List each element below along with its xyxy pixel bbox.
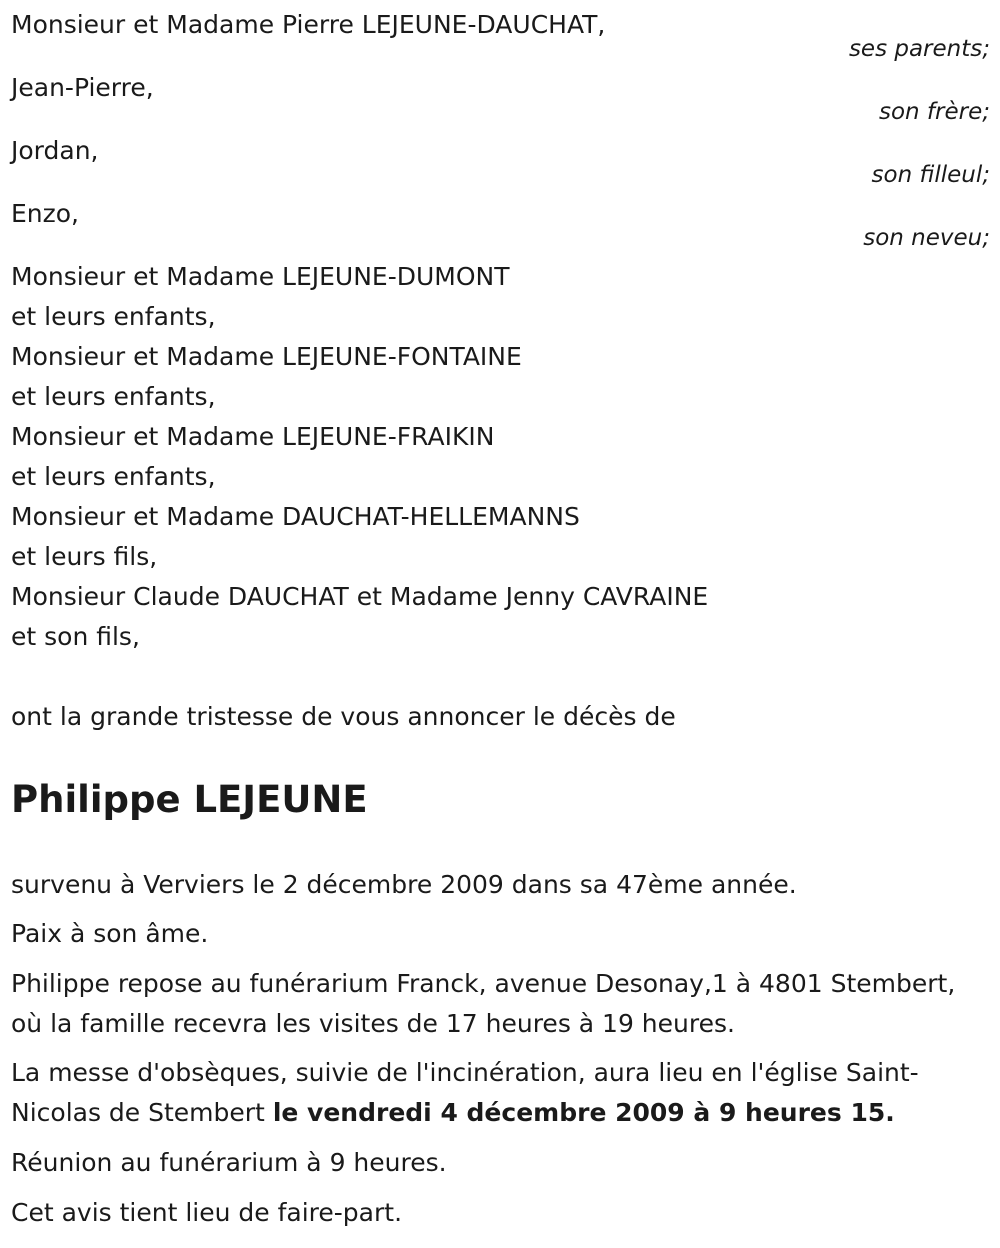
funerarium-text: Philippe repose au funérarium Franck, avenue Desonay,1 à 4801 Stembert, où la famille recevra les visites de 17 heures à 19 heures. [11,969,956,1038]
relative-line: Monsieur et Madame LEJEUNE-FONTAINE [11,342,522,371]
relative-line: Monsieur et Madame DAUCHAT-HELLEMANNS [11,502,580,531]
family-relation-brother: son frère; [878,99,990,125]
notice-text: Cet avis tient lieu de faire-part. [11,1198,403,1227]
relative-line: et leurs enfants, [11,462,216,491]
relative-line: et leurs fils, [11,542,158,571]
relative-line: et son fils, [11,622,140,651]
mass-text: La messe d'obsèques, suivie de l'incinération, aura lieu en l'église Saint-Nicolas de Stembert [11,1058,919,1127]
relative-line: et leurs enfants, [11,302,216,331]
family-name-godson: Jordan, [11,136,99,165]
relative-line: et leurs enfants, [11,382,216,411]
deceased-name: Philippe LEJEUNE [11,778,368,821]
relative-line: Monsieur et Madame LEJEUNE-FRAIKIN [11,422,495,451]
family-name-parents: Monsieur et Madame Pierre LEJEUNE-DAUCHAT, [11,10,606,39]
family-relation-godson: son filleul; [871,162,990,188]
mass-datetime: le vendredi 4 décembre 2009 à 9 heures 15. [272,1098,895,1127]
family-name-nephew: Enzo, [11,199,80,228]
relative-line: Monsieur Claude DAUCHAT et Madame Jenny CAVRAINE [11,582,709,611]
death-details: survenu à Verviers le 2 décembre 2009 dans sa 47ème année. [11,870,797,899]
family-name-brother: Jean-Pierre, [11,73,154,102]
mass-paragraph [11,1053,971,1133]
meeting-text: Réunion au funérarium à 9 heures. [11,1148,447,1177]
family-relation-parents: ses parents; [848,36,990,62]
family-relation-nephew: son neveu; [863,225,990,251]
relative-line: Monsieur et Madame LEJEUNE-DUMONT [11,262,510,291]
announcement-text: ont la grande tristesse de vous annoncer le décès de [11,702,676,731]
peace-text: Paix à son âme. [11,919,209,948]
